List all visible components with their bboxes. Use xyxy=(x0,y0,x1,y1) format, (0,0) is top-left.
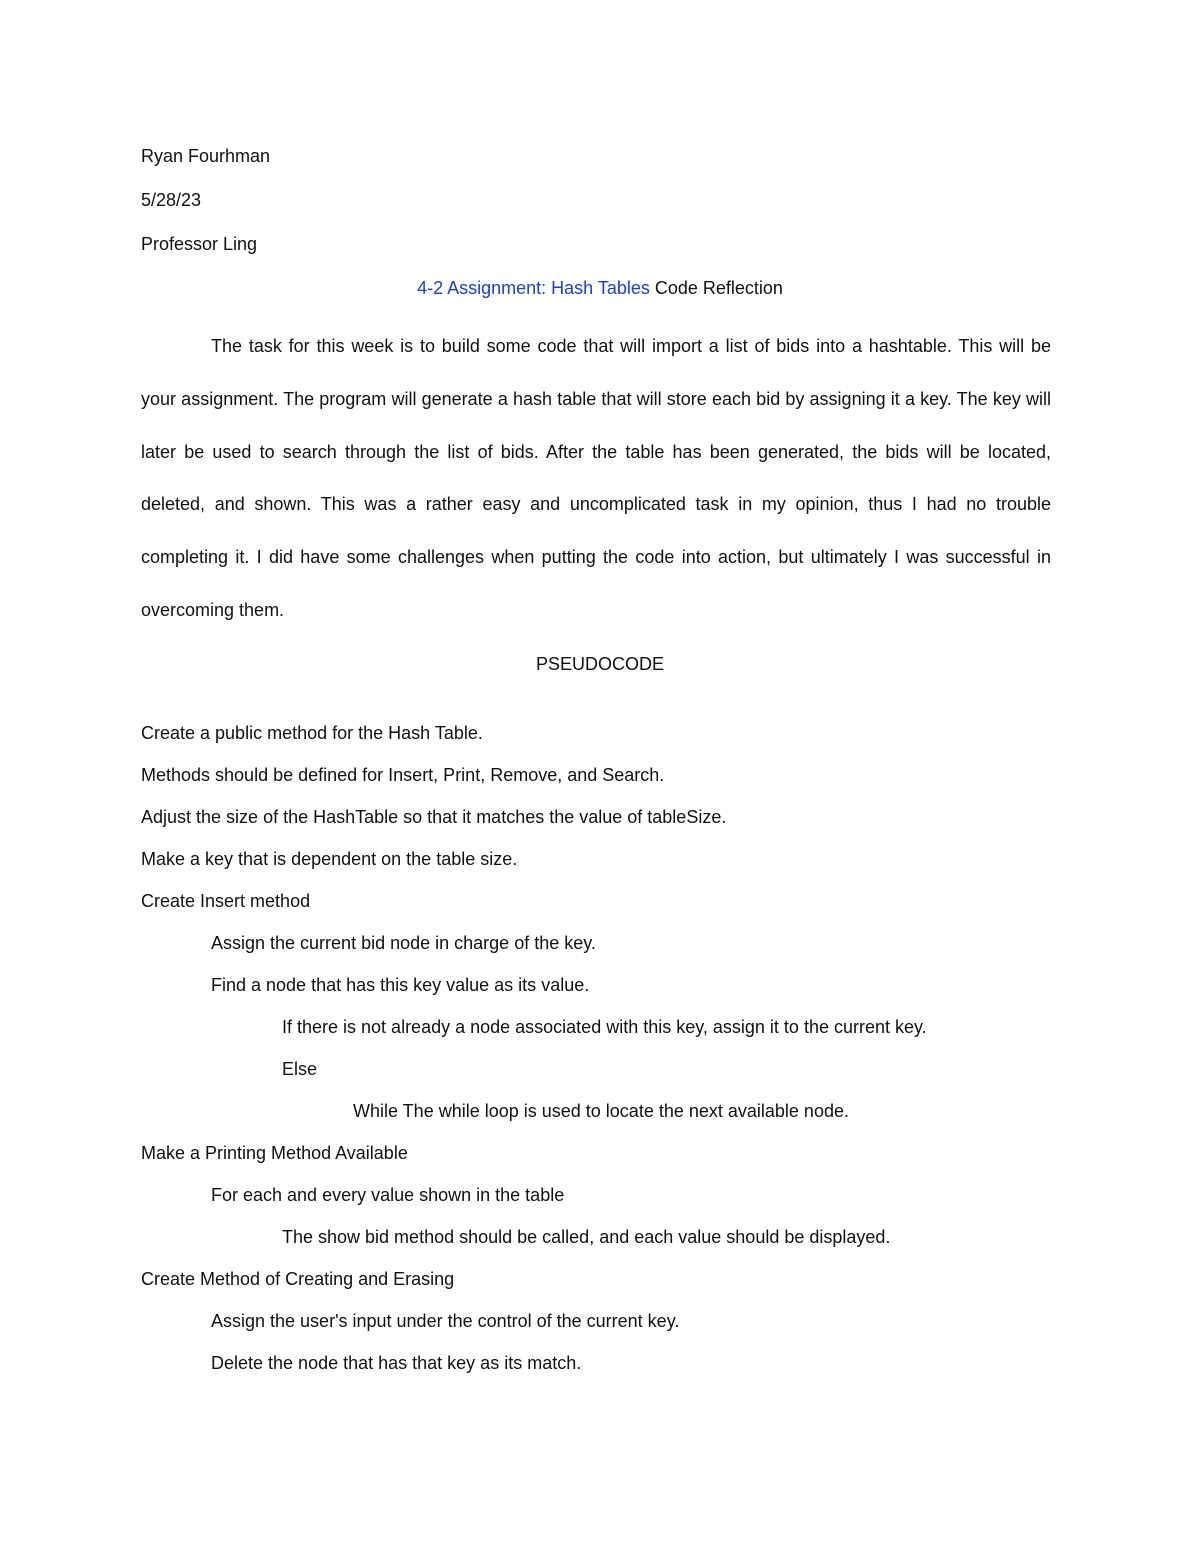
pseudocode-line: Assign the current bid node in charge of the key. xyxy=(211,933,596,953)
date: 5/28/23 xyxy=(141,190,202,210)
pseudocode-heading: PSEUDOCODE xyxy=(535,654,665,674)
pseudocode-line: If there is not already a node associated with this key, assign it to the current key. xyxy=(282,1017,927,1037)
intro-paragraph: The task for this week is to build some code that will import a list of bids into a hashtable. This will be your assignment. The program will generate a hash table that will store each bid by assigning it a key. The key will later be used to search through the list of bids. After the table has been generated, the bids will be located, deleted, and shown. This was a rather easy and uncomplicated task in my opinion, thus I had no trouble completing it. I did have some challenges when putting the code into action, but ultimately I was successful in overcoming them. xyxy=(141,336,1051,620)
pseudocode-line: Create Insert method xyxy=(141,891,311,911)
pseudocode-line: Else xyxy=(282,1059,318,1079)
pseudocode-line: Create Method of Creating and Erasing xyxy=(141,1269,455,1289)
pseudocode-line: While The while loop is used to locate the next available node. xyxy=(353,1101,849,1121)
title-rest: Code Reflection xyxy=(649,278,783,298)
pseudocode-line: Make a key that is dependent on the table size. xyxy=(141,849,518,869)
pseudocode-line: Create a public method for the Hash Table. xyxy=(141,723,483,743)
pseudocode-line: Adjust the size of the HashTable so that it matches the value of tableSize. xyxy=(141,807,727,827)
pseudocode-line: Make a Printing Method Available xyxy=(141,1143,408,1163)
title-link[interactable]: 4-2 Assignment: Hash Tables xyxy=(417,278,650,298)
pseudocode-line: Find a node that has this key value as its value. xyxy=(211,975,590,995)
author-name: Ryan Fourhman xyxy=(141,146,271,166)
pseudocode-line: The show bid method should be called, and each value should be displayed. xyxy=(282,1227,891,1247)
pseudocode-line: Delete the node that has that key as its match. xyxy=(211,1353,582,1373)
pseudocode-line: For each and every value shown in the table xyxy=(211,1185,565,1205)
pseudocode-line: Assign the user's input under the control of the current key. xyxy=(211,1311,680,1331)
document-title xyxy=(0,277,1200,299)
pseudocode-line: Methods should be defined for Insert, Print, Remove, and Search. xyxy=(141,765,665,785)
professor-name: Professor Ling xyxy=(141,234,258,254)
